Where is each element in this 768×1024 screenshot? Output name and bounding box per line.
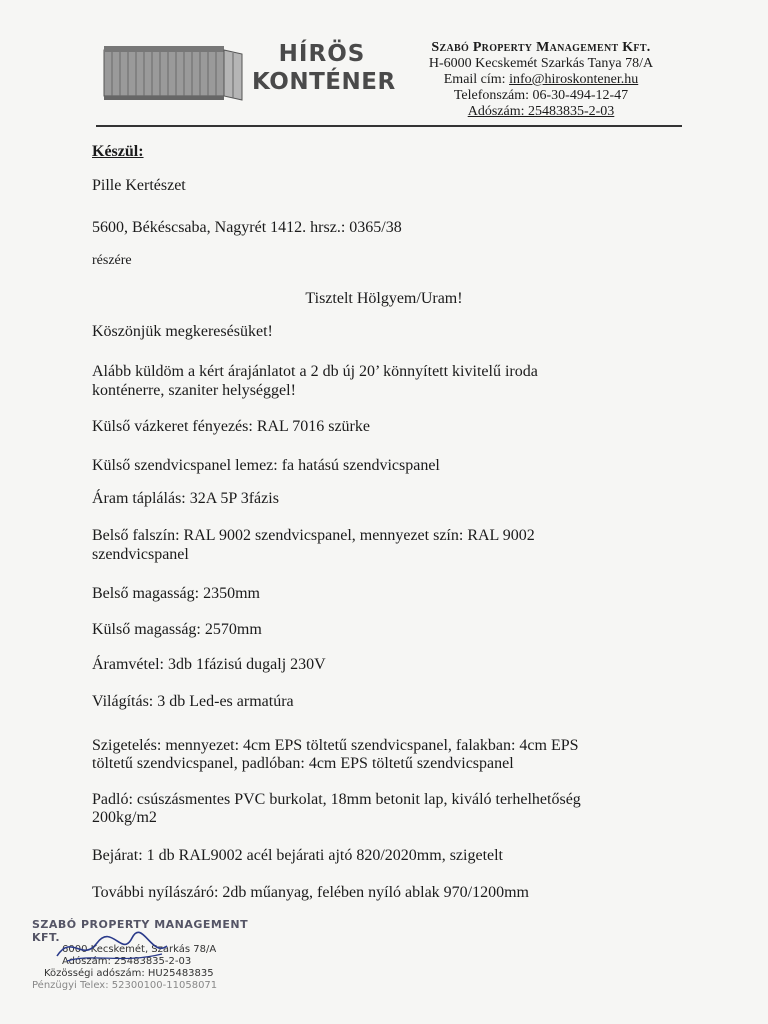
spec-inner-height: Belső magasság: 2350mm [92, 585, 260, 602]
shipping-container-logo [102, 44, 248, 104]
intro-line-2: konténerre, szaniter helységgel! [92, 382, 296, 399]
stamp-company-name: SZABÓ PROPERTY MANAGEMENT KFT. [32, 918, 249, 944]
spec-interior-color-2: szendvicspanel [92, 546, 189, 563]
intro-line-1: Alább küldöm a kért árajánlatot a 2 db új 20’ könnyített kivitelű iroda [92, 363, 538, 380]
reszere-text: részére [92, 253, 132, 268]
brand-line-2: KONTÉNER [252, 69, 396, 95]
email-link[interactable]: info@hiroskontener.hu [509, 72, 639, 87]
stamp-tax-number: Adószám: 25483835-2-03 [62, 956, 192, 967]
company-tax-number: Adószám: 25483835-2-03 [467, 104, 615, 119]
spec-outer-height: Külső magasság: 2570mm [92, 621, 262, 638]
company-address: H-6000 Kecskemét Szarkás Tanya 78/A [428, 56, 654, 71]
spec-panel-sheet: Külső szendvicspanel lemez: fa hatású szendvicspanel [92, 457, 440, 474]
spec-lighting: Világítás: 3 db Led-es armatúra [92, 693, 294, 710]
letter-heading: Készül: [92, 143, 144, 160]
stamp-address: 6000 Kecskemét, Szarkás 78/A [62, 944, 217, 955]
recipient-address: 5600, Békéscsaba, Nagyrét 1412. hrsz.: 0365/38 [92, 219, 402, 236]
handwritten-signature [52, 928, 172, 968]
header-divider [96, 125, 682, 127]
salutation: Tisztelt Hölgyem/Uram! [305, 290, 463, 307]
company-info [396, 40, 686, 120]
recipient-name: Pille Kertészet [92, 177, 186, 194]
spec-floor-2: 200kg/m2 [92, 809, 157, 826]
company-email-line [396, 72, 686, 88]
spec-windows: További nyílászáró: 2db műanyag, felében nyíló ablak 970/1200mm [92, 884, 529, 901]
company-phone: Telefonszám: 06-30-494-12-47 [453, 88, 629, 103]
stamp-eu-tax-number: Közösségi adószám: HU25483835 [44, 968, 214, 979]
spec-interior-color-1: Belső falszín: RAL 9002 szendvicspanel, mennyezet szín: RAL 9002 [92, 527, 535, 544]
spec-insulation-2: töltetű szendvicspanel, padlóban: 4cm EPS töltetű szendvicspanel [92, 755, 514, 772]
spec-entrance: Bejárat: 1 db RAL9002 acél bejárati ajtó 820/2020mm, szigetelt [92, 847, 503, 864]
spec-frame-paint: Külső vázkeret fényezés: RAL 7016 szürke [92, 418, 370, 435]
stamp-bank-line: Pénzügyi Telex: 52300100-11058071 [32, 980, 218, 991]
email-label: Email cím: [443, 72, 510, 87]
company-name: Szabó Property Management Kft. [431, 40, 651, 55]
spec-power-supply: Áram táplálás: 32A 5P 3fázis [92, 490, 279, 507]
spec-floor-1: Padló: csúszásmentes PVC burkolat, 18mm betonit lap, kiváló terhelhetőség [92, 791, 581, 808]
brand-line-1: HÍRÖS [278, 41, 366, 67]
thanks-text: Köszönjük megkeresésüket! [92, 323, 273, 340]
brand-logo-text [252, 40, 396, 96]
spec-insulation-1: Szigetelés: mennyezet: 4cm EPS töltetű szendvicspanel, falakban: 4cm EPS [92, 737, 579, 754]
spec-sockets: Áramvétel: 3db 1fázisú dugalj 230V [92, 656, 326, 673]
